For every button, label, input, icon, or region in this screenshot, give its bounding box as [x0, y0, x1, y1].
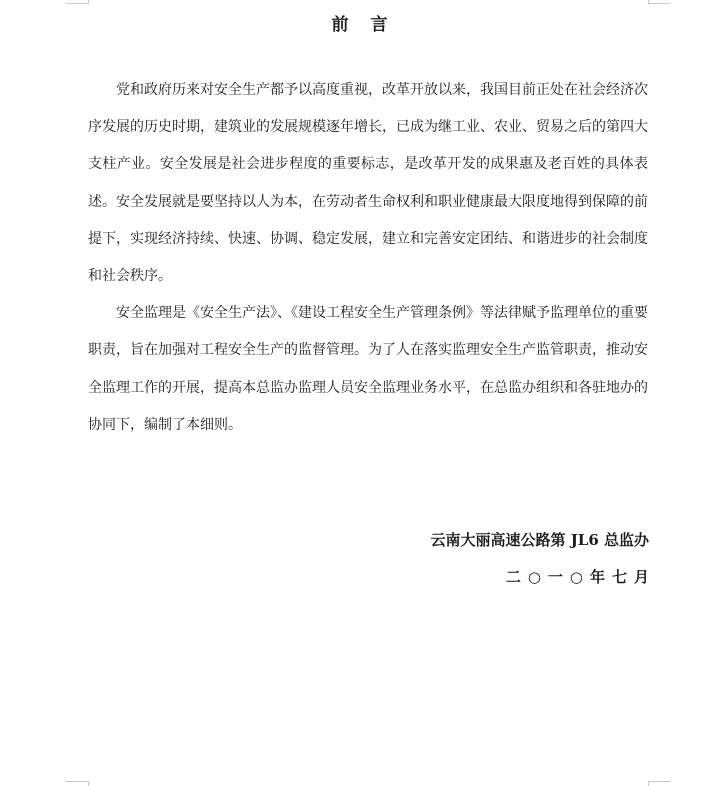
crop-mark-bottom-left-v — [88, 781, 89, 786]
crop-mark-bottom-right-v — [648, 781, 649, 786]
signature-organization: 云南大丽高速公路第 JL6 总监办 — [430, 531, 649, 549]
crop-mark-top-left-v — [88, 0, 89, 4]
preface-body — [88, 72, 648, 444]
preface-title: 前言 — [331, 15, 410, 35]
crop-mark-top-right-h — [648, 3, 670, 4]
crop-mark-top-left-h — [66, 3, 88, 4]
signature-block — [430, 522, 656, 596]
crop-mark-bottom-right-h — [648, 781, 670, 782]
paragraph-2: 安全监理是《安全生产法》、《建设工程安全生产管理条例》等法律赋予监理单位的重要职责，旨在加强对工程安全生产的监督管理。为了人在落实监理安全生产监管职责，推动安全监理工作的开展，提高本总监办监理人员安全监理业务水平，在总监办组织和各驻地办的协同下，编制了本细则。 — [88, 305, 648, 433]
crop-mark-bottom-left-h — [66, 781, 88, 782]
crop-mark-top-right-v — [648, 0, 649, 4]
signature-date: 二○一○年七月 — [505, 568, 656, 586]
paragraph-1: 党和政府历来对安全生产都予以高度重视，改革开放以来，我国目前正处在社会经济次序发展的历史时期，建筑业的发展规模逐年增长，已成为继工业、农业、贸易之后的第四大支柱产业。安全发展是社会进步程度的重要标志，是改革开发的成果惠及老百姓的具体表述。安全发展就是要坚持以人为本，在劳动者生命权利和职业健康最大限度地得到保障的前提下，实现经济持续、快速、协调、稳定发展，建立和完善安定团结、和谐进步的社会制度和社会秩序。 — [88, 82, 648, 285]
